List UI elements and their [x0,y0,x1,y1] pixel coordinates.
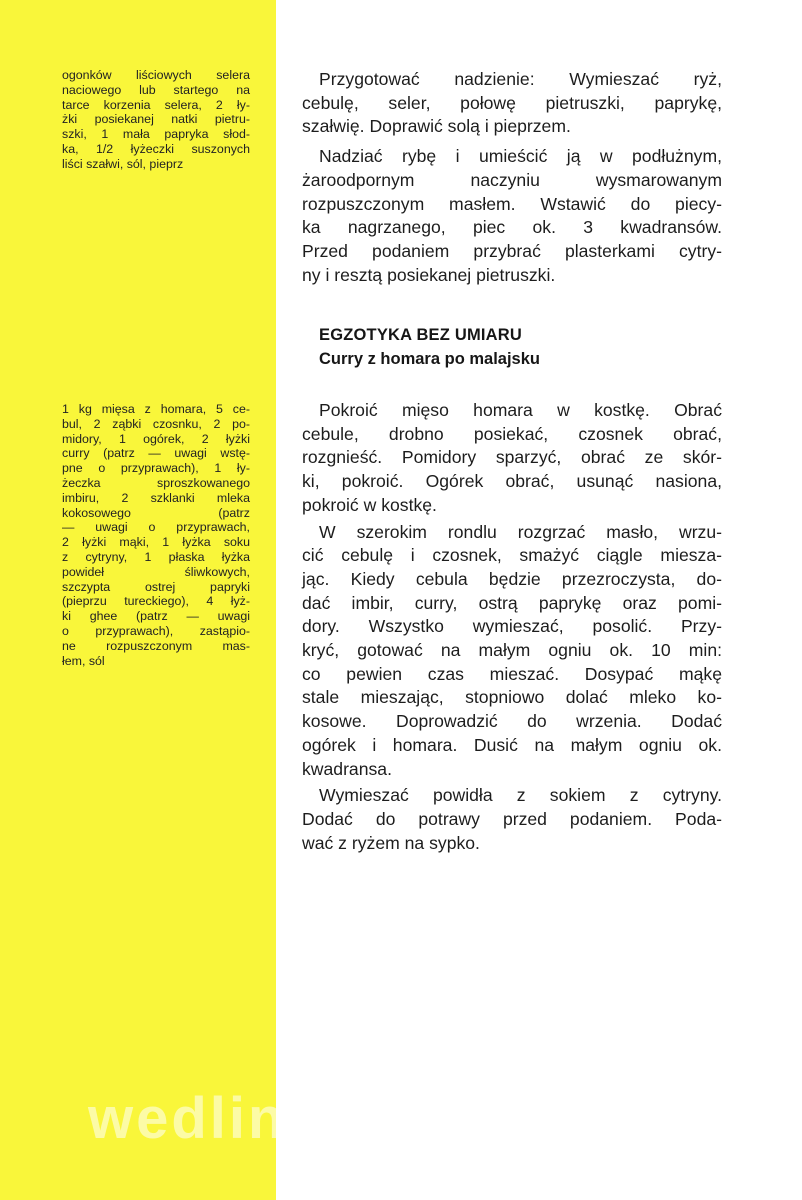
ingredients-sidebar [0,0,276,1200]
ingredient-line: ne rozpuszczonym mas- [62,638,250,653]
section-heading: EGZOTYKA BEZ UMIARU [319,326,523,344]
text-line: ki, pokroić. Ogórek obrać, usunąć nasiona, [302,471,722,492]
ingredient-line: ogonków liściowych selera [62,68,250,82]
ingredient-line: naciowego lub startego na [62,82,250,97]
text-line: ny i resztą posiekanej pietruszki. [302,264,556,285]
ingredient-line: liści szałwi, sól, pieprz [62,156,184,171]
text-line: co pewien czas mieszać. Dosypać mąkę [302,663,722,684]
text-line: cebule, drobno posiekać, czosnek obrać, [302,423,722,444]
watermark: wedlinydomowe.pl [88,1086,652,1151]
text-line: dać imbir, curry, ostrą paprykę oraz pomi- [302,592,722,613]
text-line: Wymieszać powidła z sokiem z cytryny. [319,785,722,806]
text-line: kryć, gotować na małym ogniu ok. 10 min: [302,640,722,661]
text-line: cebulę, seler, połowę pietruszki, paprykę, [302,92,722,113]
ingredient-line: z cytryny, 1 płaska łyżka [62,549,250,564]
instruction-paragraph [302,521,722,782]
ingredient-line: — uwagi o przyprawach, [62,520,250,535]
text-line: Dodać do potrawy przed podaniem. Poda- [302,808,722,829]
text-line: wać z ryżem na sypko. [302,832,480,853]
ingredient-line: 2 łyżki mąki, 1 łyżka soku [62,535,250,550]
ingredient-line: midory, 1 ogórek, 2 łyżki [62,431,250,446]
text-line: kwadransa. [302,758,392,779]
ingredient-line: pne o przyprawach), 1 ły- [62,461,250,476]
text-line: dory. Wszystko wymieszać, posolić. Przy- [302,616,722,637]
text-line: żaroodpornym naczyniu wysmarowanym [302,169,722,190]
text-line: jąc. Kiedy cebula będzie przezroczysta, do- [302,568,722,589]
ingredient-line: ki ghee (patrz — uwagi [62,609,250,624]
ingredient-line: bul, 2 ząbki czosnku, 2 po- [62,416,250,431]
instruction-paragraph [302,784,722,855]
ingredient-line: żki posiekanej natki pietru- [62,112,250,127]
ingredient-line: kokosowego (patrz [62,505,250,520]
text-line: Nadziać rybę i umieścić ją w podłużnym, [319,146,722,167]
ingredient-line: żeczka sproszkowanego [62,475,250,490]
instruction-paragraph [302,145,722,287]
ingredient-line: o przyprawach), zastąpio- [62,623,250,638]
ingredient-line: imbiru, 2 szklanki mleka [62,490,250,505]
recipe-title: Curry z homara po malajsku [319,350,540,368]
text-line: W szerokim rondlu rozgrzać masło, wrzu- [319,521,722,542]
text-line: pokroić w kostkę. [302,494,437,515]
ingredient-line: ka, 1/2 łyżeczki suszonych [62,141,250,156]
text-line: Przygotować nadzienie: Wymieszać ryż, [319,69,722,89]
text-line: rozpuszczonym masłem. Wstawić do piecy- [302,193,722,214]
ingredient-line: łem, sól [62,653,105,668]
ingredient-line: szki, 1 mała papryka słod- [62,127,250,142]
ingredient-line: szczypta ostrej papryki [62,579,250,594]
instruction-paragraph [302,68,722,139]
text-line: rozgnieść. Pomidory sparzyć, obrać ze skór- [302,447,722,468]
instruction-paragraph [302,399,722,518]
text-line: kosowe. Doprowadzić do wrzenia. Dodać [302,711,722,732]
recipe-2-instructions [302,399,722,855]
ingredient-line: tarce korzenia selera, 2 ły- [62,97,250,112]
text-line: stale mieszając, stopniowo dolać mleko ko- [302,687,722,708]
text-line: ogórek i homara. Dusić na małym ogniu ok. [302,734,722,755]
ingredient-line: (pieprzu tureckiego), 4 łyż- [62,594,250,609]
text-line: szałwię. Doprawić solą i pieprzem. [302,116,571,137]
ingredients-list-1 [62,68,250,172]
ingredient-line: powideł śliwkowych, [62,564,250,579]
text-line: cić cebulę i czosnek, smażyć ciągle miesza- [302,545,722,566]
text-line: Pokroić mięso homara w kostkę. Obrać [319,400,722,420]
text-line: Przed podaniem przybrać plasterkami cytry- [302,240,722,261]
text-line: ka nagrzanego, piec ok. 3 kwadransów. [302,217,722,238]
recipe-1-instructions [302,68,722,287]
ingredient-line: curry (patrz — uwagi wstę- [62,446,250,461]
ingredient-line: 1 kg mięsa z homara, 5 ce- [62,402,250,416]
ingredients-list-2 [62,402,250,668]
